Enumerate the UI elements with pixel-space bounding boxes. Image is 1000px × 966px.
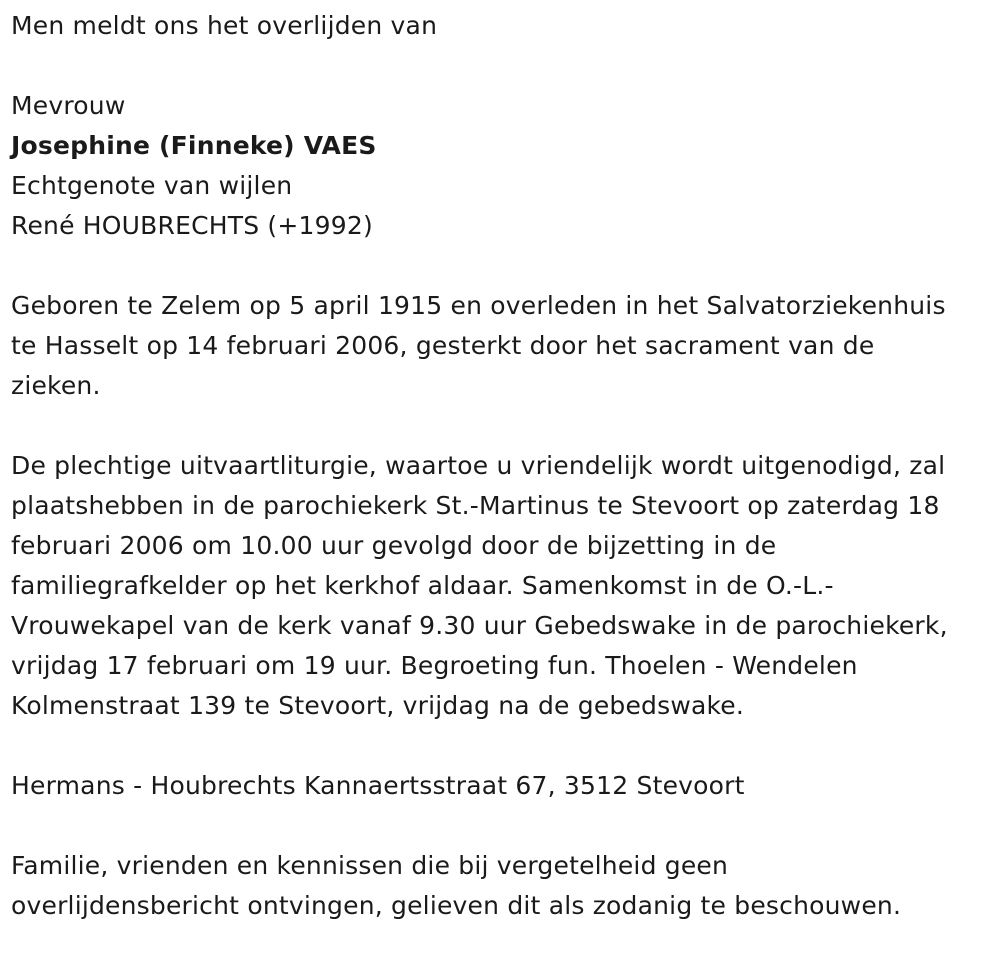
paragraph-line: te Hasselt op 14 februari 2006, gesterkt door het sacrament van de (11, 331, 875, 360)
salutation: Mevrouw (11, 91, 126, 120)
paragraph-line: Familie, vrienden en kennissen die bij vergetelheid geen (11, 851, 729, 880)
spacer (11, 806, 990, 846)
paragraph-line: Vrouwekapel van de kerk vanaf 9.30 uur Gebedswake in de parochiekerk, (11, 611, 948, 640)
paragraph-line: Geboren te Zelem op 5 april 1915 en overleden in het Salvatorziekenhuis (11, 291, 946, 320)
paragraph-line: plaatshebben in de parochiekerk St.-Martinus te Stevoort op zaterdag 18 (11, 491, 940, 520)
spacer (11, 406, 990, 446)
intro-text: Men meldt ons het overlijden van (11, 11, 438, 40)
paragraph-line: De plechtige uitvaartliturgie, waartoe u vriendelijk wordt uitgenodigd, zal (11, 451, 946, 480)
paragraph-line: familiegrafkelder op het kerkhof aldaar. Samenkomst in de O.-L.- (11, 571, 834, 600)
spacer (11, 46, 990, 86)
paragraph-line: zieken. (11, 371, 101, 400)
paragraph-line: februari 2006 om 10.00 uur gevolgd door de bijzetting in de (11, 531, 777, 560)
paragraph-line: overlijdensbericht ontvingen, gelieven dit als zodanig te beschouwen. (11, 891, 902, 920)
funeral-paragraph (11, 446, 990, 726)
family-address: Hermans - Houbrechts Kannaertsstraat 67, 3512 Stevoort (11, 771, 745, 800)
spacer (11, 726, 990, 766)
paragraph-line: Kolmenstraat 139 te Stevoort, vrijdag na de gebedswake. (11, 691, 745, 720)
paragraph-line: vrijdag 17 februari om 19 uur. Begroeting fun. Thoelen - Wendelen (11, 651, 858, 680)
birth-death-paragraph (11, 286, 990, 406)
deceased-name: Josephine (Finneke) VAES (11, 131, 377, 160)
spacer (11, 246, 990, 286)
spouse-name: René HOUBRECHTS (+1992) (11, 211, 373, 240)
closing-paragraph (11, 846, 990, 926)
spouse-label: Echtgenote van wijlen (11, 171, 293, 200)
